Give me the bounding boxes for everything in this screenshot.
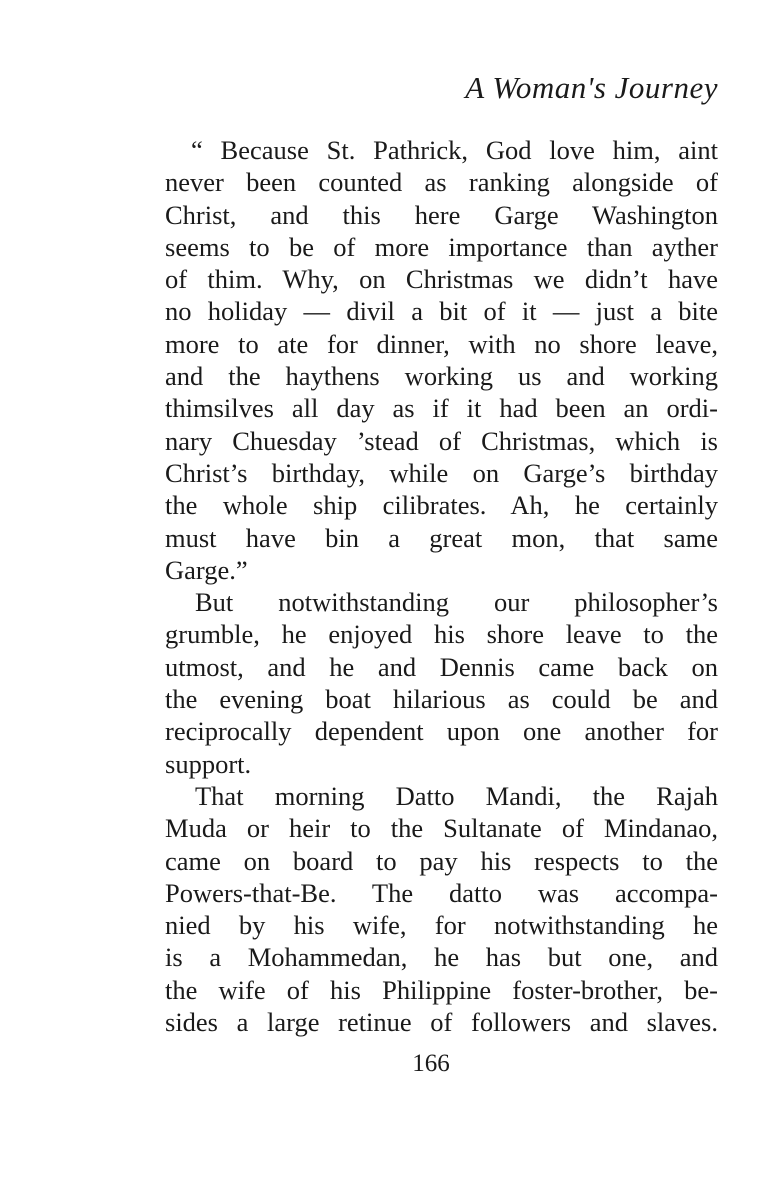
body-text (165, 134, 718, 1038)
text-line: reciprocally dependent upon one another for (165, 716, 718, 747)
text-line: the wife of his Philippine foster-brother, be- (165, 974, 718, 1005)
text-line: no holiday — divil a bit of it — just a bite (165, 296, 718, 327)
text-line: grumble, he enjoyed his shore leave to the (165, 619, 718, 650)
text-line: That morning Datto Mandi, the Rajah (195, 780, 718, 811)
text-line: Christ, and this here Garge Washington (165, 199, 718, 230)
text-line: the whole ship cilibrates. Ah, he certainly (165, 490, 718, 521)
text-line: Christ’s birthday, while on Garge’s birthday (165, 457, 718, 488)
paragraph (165, 586, 718, 780)
text-line: came on board to pay his respects to the (165, 845, 718, 876)
text-line: is a Mohammedan, he has but one, and (165, 942, 718, 973)
text-line: never been counted as ranking alongside of (165, 167, 718, 198)
running-head: A Woman's Journey (465, 70, 718, 105)
text-line: support. (165, 748, 252, 779)
text-line: of thim. Why, on Christmas we didn’t have (165, 264, 718, 295)
paragraph (165, 780, 718, 1038)
text-line: more to ate for dinner, with no shore leave, (165, 328, 718, 359)
text-line: sides a large retinue of followers and slaves. (165, 1007, 718, 1038)
text-line: But notwithstanding our philosopher’s (195, 587, 718, 618)
text-line: Powers-that-Be. The datto was accompa- (165, 877, 718, 908)
text-line: thimsilves all day as if it had been an ordi- (165, 393, 718, 424)
text-line: the evening boat hilarious as could be and (165, 684, 718, 715)
text-line: seems to be of more importance than ayther (165, 231, 718, 262)
text-line: utmost, and he and Dennis came back on (165, 651, 718, 682)
text-line: Garge.” (165, 554, 248, 585)
text-line: Muda or heir to the Sultanate of Mindanao, (165, 813, 718, 844)
text-line: nied by his wife, for notwithstanding he (165, 910, 718, 941)
page-number: 166 (412, 1050, 450, 1077)
text-line: nary Chuesday ’stead of Christmas, which is (165, 425, 718, 456)
text-line: must have bin a great mon, that same (165, 522, 718, 553)
paragraph (165, 134, 718, 586)
text-line: “ Because St. Pathrick, God love him, aint (191, 135, 718, 165)
text-line: and the haythens working us and working (165, 361, 718, 392)
